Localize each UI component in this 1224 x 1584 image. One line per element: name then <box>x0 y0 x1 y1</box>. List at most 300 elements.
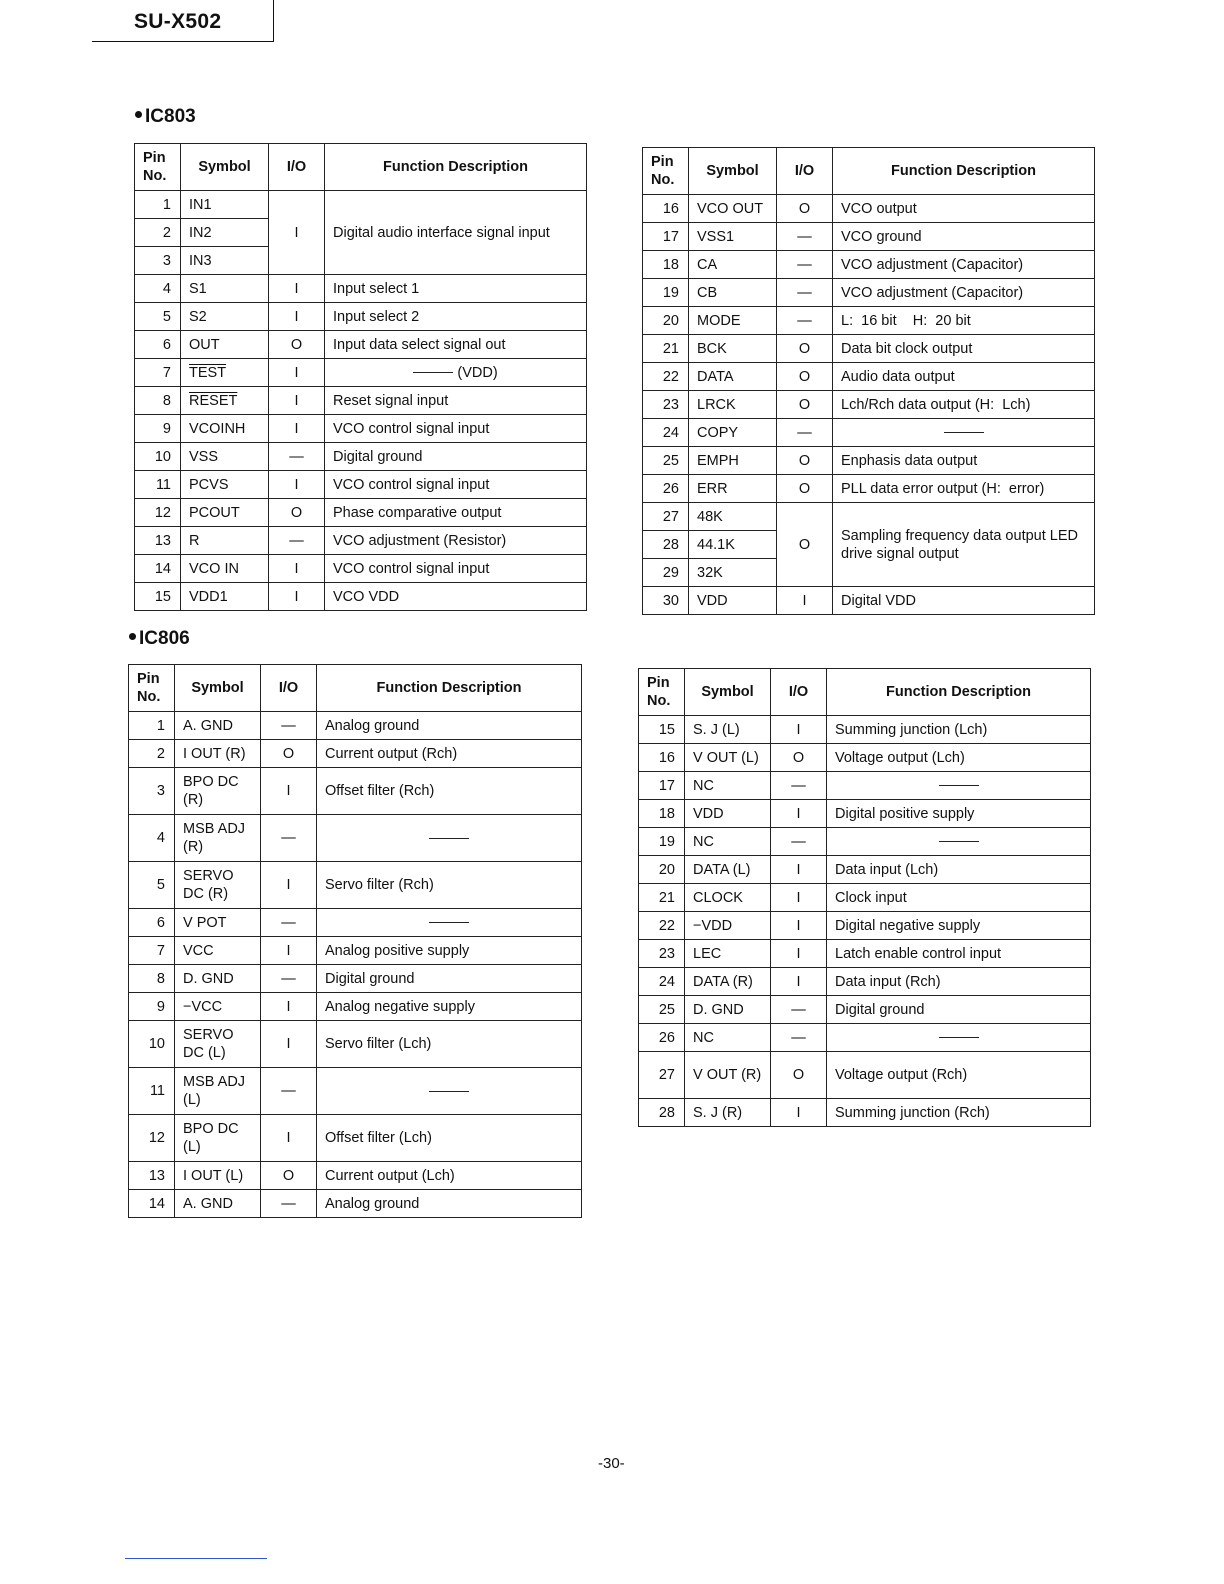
pin-symbol: S. J (R) <box>685 1099 771 1127</box>
table-row <box>643 363 1095 391</box>
header-function: Function Description <box>827 669 1091 716</box>
pin-number: 22 <box>643 363 689 391</box>
pin-function: VCO control signal input <box>325 555 587 583</box>
pin-number: 2 <box>135 219 181 247</box>
pin-number: 23 <box>639 940 685 968</box>
pin-number: 7 <box>129 937 175 965</box>
pin-io: O <box>777 475 833 503</box>
table-row <box>639 744 1091 772</box>
table-row <box>129 965 582 993</box>
pin-symbol: A. GND <box>175 1190 261 1218</box>
pin-symbol: MODE <box>689 307 777 335</box>
dash-line <box>939 1037 979 1038</box>
pin-number: 3 <box>129 768 175 815</box>
table-row <box>639 716 1091 744</box>
table-row <box>135 331 587 359</box>
pin-number: 1 <box>129 712 175 740</box>
table-row <box>643 223 1095 251</box>
pin-function: Enphasis data output <box>833 447 1095 475</box>
pin-function: Servo filter (Lch) <box>317 1021 582 1068</box>
pin-symbol: RESET <box>181 387 269 415</box>
ic803-table-right <box>642 147 1095 615</box>
pin-number: 5 <box>129 862 175 909</box>
pin-symbol: A. GND <box>175 712 261 740</box>
table-row <box>135 303 587 331</box>
bullet-icon <box>135 111 142 118</box>
pin-io: I <box>261 937 317 965</box>
table-row <box>639 940 1091 968</box>
table-row <box>129 909 582 937</box>
pin-number: 15 <box>135 583 181 611</box>
header-io: I/O <box>269 144 325 191</box>
pin-symbol: IN2 <box>181 219 269 247</box>
pin-function: Voltage output (Rch) <box>827 1052 1091 1099</box>
pin-io: O <box>261 740 317 768</box>
pin-symbol: VSS1 <box>689 223 777 251</box>
pin-function: VCO control signal input <box>325 415 587 443</box>
table-row <box>643 503 1095 531</box>
table-row <box>643 195 1095 223</box>
ic806-table-left <box>128 664 582 1218</box>
pin-symbol: R <box>181 527 269 555</box>
pin-number: 26 <box>639 1024 685 1052</box>
pin-io: I <box>771 716 827 744</box>
pin-io: O <box>777 447 833 475</box>
table-row <box>135 527 587 555</box>
pin-number: 25 <box>639 996 685 1024</box>
pin-io: I <box>269 555 325 583</box>
pin-symbol: VCC <box>175 937 261 965</box>
pin-io: — <box>777 419 833 447</box>
pin-function <box>833 419 1095 447</box>
header-function: Function Description <box>325 144 587 191</box>
header-symbol: Symbol <box>689 148 777 195</box>
pin-symbol: 44.1K <box>689 531 777 559</box>
pin-io: — <box>771 1024 827 1052</box>
pin-function: Offset filter (Rch) <box>317 768 582 815</box>
pin-number: 7 <box>135 359 181 387</box>
pin-io: O <box>777 195 833 223</box>
pin-symbol: ERR <box>689 475 777 503</box>
pin-symbol: LRCK <box>689 391 777 419</box>
table-row <box>129 937 582 965</box>
pin-io: O <box>771 1052 827 1099</box>
pin-function <box>827 828 1091 856</box>
pin-function: Data bit clock output <box>833 335 1095 363</box>
pin-number: 18 <box>643 251 689 279</box>
table-row <box>639 912 1091 940</box>
dash-line <box>939 785 979 786</box>
pin-function: Latch enable control input <box>827 940 1091 968</box>
pin-symbol: I OUT (L) <box>175 1162 261 1190</box>
pin-symbol: VDD1 <box>181 583 269 611</box>
model-header <box>92 0 274 42</box>
pin-number: 12 <box>135 499 181 527</box>
pin-function: Analog positive supply <box>317 937 582 965</box>
pin-function: Summing junction (Rch) <box>827 1099 1091 1127</box>
pin-number: 9 <box>129 993 175 1021</box>
pin-function: Analog ground <box>317 1190 582 1218</box>
table-row <box>639 884 1091 912</box>
pin-io: I <box>269 275 325 303</box>
table-row <box>643 335 1095 363</box>
table-row <box>639 968 1091 996</box>
table-row <box>643 447 1095 475</box>
pin-io: — <box>777 251 833 279</box>
page-number: -30- <box>598 1455 625 1472</box>
table-row <box>129 1162 582 1190</box>
pin-function: Offset filter (Lch) <box>317 1115 582 1162</box>
pin-io: — <box>261 712 317 740</box>
dash-line <box>413 372 453 373</box>
pin-function: VCO control signal input <box>325 471 587 499</box>
table-row <box>639 1099 1091 1127</box>
pin-symbol: BPO DC (L) <box>175 1115 261 1162</box>
pin-number: 29 <box>643 559 689 587</box>
pin-function: Reset signal input <box>325 387 587 415</box>
table-header-row <box>129 665 582 712</box>
ic803-title <box>135 106 196 128</box>
pin-symbol: V OUT (R) <box>685 1052 771 1099</box>
pin-symbol: NC <box>685 1024 771 1052</box>
pin-function: Servo filter (Rch) <box>317 862 582 909</box>
pin-number: 13 <box>135 527 181 555</box>
pin-symbol: IN3 <box>181 247 269 275</box>
pin-symbol: BPO DC (R) <box>175 768 261 815</box>
pin-number: 17 <box>643 223 689 251</box>
pin-symbol: D. GND <box>175 965 261 993</box>
pin-io: — <box>777 279 833 307</box>
pin-number: 6 <box>129 909 175 937</box>
dash-line <box>944 432 984 433</box>
pin-io: I <box>269 359 325 387</box>
pin-number: 8 <box>129 965 175 993</box>
pin-number: 16 <box>643 195 689 223</box>
dash-line <box>939 841 979 842</box>
pin-io: O <box>777 391 833 419</box>
pin-function: VCO adjustment (Capacitor) <box>833 279 1095 307</box>
pin-function: L: 16 bit H: 20 bit <box>833 307 1095 335</box>
table-header-row <box>643 148 1095 195</box>
table-row <box>643 587 1095 615</box>
pin-function: Digital negative supply <box>827 912 1091 940</box>
pin-symbol: PCOUT <box>181 499 269 527</box>
pin-symbol: V OUT (L) <box>685 744 771 772</box>
pin-symbol: EMPH <box>689 447 777 475</box>
table-row <box>129 1021 582 1068</box>
pin-number: 14 <box>135 555 181 583</box>
dash-line <box>429 922 469 923</box>
table-row <box>135 471 587 499</box>
pin-number: 28 <box>639 1099 685 1127</box>
pin-function <box>317 1068 582 1115</box>
pin-symbol: LEC <box>685 940 771 968</box>
table-row <box>639 800 1091 828</box>
table-row <box>129 815 582 862</box>
table-row <box>129 1115 582 1162</box>
pin-function: Digital audio interface signal input <box>325 191 587 275</box>
pin-function: Input select 1 <box>325 275 587 303</box>
pin-number: 20 <box>639 856 685 884</box>
pin-function: Clock input <box>827 884 1091 912</box>
pin-io: I <box>269 583 325 611</box>
pin-io: I <box>261 1115 317 1162</box>
pin-function: Current output (Lch) <box>317 1162 582 1190</box>
pin-function: Digital ground <box>827 996 1091 1024</box>
pin-symbol: −VDD <box>685 912 771 940</box>
table-row <box>135 387 587 415</box>
pin-number: 5 <box>135 303 181 331</box>
table-row <box>135 359 587 387</box>
table-row <box>135 191 587 219</box>
pin-symbol: S. J (L) <box>685 716 771 744</box>
pin-number: 6 <box>135 331 181 359</box>
pin-symbol: NC <box>685 772 771 800</box>
pin-number: 24 <box>643 419 689 447</box>
dash-line <box>429 838 469 839</box>
header-function: Function Description <box>833 148 1095 195</box>
pin-io: I <box>269 191 325 275</box>
pin-number: 28 <box>643 531 689 559</box>
pin-symbol: CB <box>689 279 777 307</box>
pin-function: Phase comparative output <box>325 499 587 527</box>
pin-symbol: MSB ADJ (R) <box>175 815 261 862</box>
table-row <box>135 499 587 527</box>
pin-symbol: −VCC <box>175 993 261 1021</box>
pin-number: 16 <box>639 744 685 772</box>
table-row <box>639 1052 1091 1099</box>
pin-symbol: S1 <box>181 275 269 303</box>
pin-symbol: DATA (L) <box>685 856 771 884</box>
table-header-row <box>135 144 587 191</box>
pin-number: 2 <box>129 740 175 768</box>
pin-io: I <box>261 862 317 909</box>
pin-function: VCO VDD <box>325 583 587 611</box>
table-row <box>129 712 582 740</box>
ic803-table-left <box>134 143 587 611</box>
pin-number: 25 <box>643 447 689 475</box>
pin-function <box>317 909 582 937</box>
pin-number: 11 <box>129 1068 175 1115</box>
table-row <box>129 740 582 768</box>
table-row <box>639 772 1091 800</box>
pin-io: — <box>269 527 325 555</box>
pin-io: — <box>777 223 833 251</box>
header-pin-no: Pin No. <box>639 669 685 716</box>
pin-symbol: 48K <box>689 503 777 531</box>
table-row <box>135 275 587 303</box>
pin-io: I <box>771 912 827 940</box>
pin-function <box>317 815 582 862</box>
pin-io: — <box>269 443 325 471</box>
pin-number: 21 <box>639 884 685 912</box>
table-row <box>129 862 582 909</box>
pin-io: I <box>269 387 325 415</box>
pin-function: Digital ground <box>317 965 582 993</box>
pin-symbol: PCVS <box>181 471 269 499</box>
pin-symbol: VCO OUT <box>689 195 777 223</box>
pin-symbol: VDD <box>685 800 771 828</box>
pin-io: I <box>771 1099 827 1127</box>
pin-io: — <box>777 307 833 335</box>
pin-io: O <box>261 1162 317 1190</box>
pin-function: Data input (Rch) <box>827 968 1091 996</box>
pin-function: Digital positive supply <box>827 800 1091 828</box>
pin-io: I <box>269 415 325 443</box>
header-function: Function Description <box>317 665 582 712</box>
pin-symbol: D. GND <box>685 996 771 1024</box>
bullet-icon <box>129 633 136 640</box>
pin-io: I <box>771 940 827 968</box>
pin-function: Digital ground <box>325 443 587 471</box>
pin-number: 22 <box>639 912 685 940</box>
pin-function: Analog ground <box>317 712 582 740</box>
pin-symbol: CA <box>689 251 777 279</box>
pin-io: I <box>771 968 827 996</box>
pin-symbol: DATA <box>689 363 777 391</box>
pin-symbol: NC <box>685 828 771 856</box>
header-pin-no: Pin No. <box>135 144 181 191</box>
header-pin-no: Pin No. <box>643 148 689 195</box>
pin-function: VCO output <box>833 195 1095 223</box>
pin-io: I <box>269 471 325 499</box>
pin-number: 26 <box>643 475 689 503</box>
table-row <box>129 768 582 815</box>
pin-number: 8 <box>135 387 181 415</box>
pin-io: O <box>777 503 833 587</box>
table-row <box>129 993 582 1021</box>
pin-symbol: OUT <box>181 331 269 359</box>
header-io: I/O <box>771 669 827 716</box>
pin-number: 30 <box>643 587 689 615</box>
header-symbol: Symbol <box>175 665 261 712</box>
ic806-title-text: IC806 <box>139 628 190 649</box>
pin-io: — <box>261 1068 317 1115</box>
pin-number: 19 <box>643 279 689 307</box>
ic806-title <box>129 628 190 650</box>
pin-function: VCO ground <box>833 223 1095 251</box>
pin-io: I <box>771 856 827 884</box>
pin-io: — <box>261 909 317 937</box>
pin-symbol: VCOINH <box>181 415 269 443</box>
pin-io: I <box>777 587 833 615</box>
pin-function: Summing junction (Lch) <box>827 716 1091 744</box>
pin-symbol: VDD <box>689 587 777 615</box>
header-symbol: Symbol <box>181 144 269 191</box>
pin-function <box>325 359 587 387</box>
table-row <box>639 856 1091 884</box>
pin-number: 19 <box>639 828 685 856</box>
pin-number: 27 <box>643 503 689 531</box>
pin-function: Analog negative supply <box>317 993 582 1021</box>
pin-io: O <box>269 499 325 527</box>
pin-number: 10 <box>135 443 181 471</box>
ic806-table-right <box>638 668 1091 1127</box>
pin-number: 1 <box>135 191 181 219</box>
table-row <box>643 391 1095 419</box>
pin-symbol: IN1 <box>181 191 269 219</box>
pin-number: 10 <box>129 1021 175 1068</box>
pin-number: 17 <box>639 772 685 800</box>
pin-io: I <box>261 1021 317 1068</box>
table-row <box>135 443 587 471</box>
pin-io: — <box>771 828 827 856</box>
pin-function: Data input (Lch) <box>827 856 1091 884</box>
pin-function: Input select 2 <box>325 303 587 331</box>
model-number: SU-X502 <box>134 10 222 33</box>
pin-number: 4 <box>129 815 175 862</box>
pin-function: Sampling frequency data output LED drive signal output <box>833 503 1095 587</box>
table-row <box>639 828 1091 856</box>
table-header-row <box>639 669 1091 716</box>
pin-symbol: TEST <box>181 359 269 387</box>
pin-io: — <box>261 1190 317 1218</box>
table-row <box>135 583 587 611</box>
table-row <box>643 279 1095 307</box>
header-io: I/O <box>261 665 317 712</box>
pin-io: I <box>269 303 325 331</box>
pin-io: I <box>261 993 317 1021</box>
pin-io: O <box>777 363 833 391</box>
pin-symbol: V POT <box>175 909 261 937</box>
pin-symbol: MSB ADJ (L) <box>175 1068 261 1115</box>
header-io: I/O <box>777 148 833 195</box>
pin-function: Current output (Rch) <box>317 740 582 768</box>
table-row <box>135 555 587 583</box>
pin-symbol: VSS <box>181 443 269 471</box>
pin-symbol: S2 <box>181 303 269 331</box>
pin-number: 13 <box>129 1162 175 1190</box>
pin-number: 14 <box>129 1190 175 1218</box>
pin-io: I <box>261 768 317 815</box>
dash-line <box>429 1091 469 1092</box>
pin-io: O <box>771 744 827 772</box>
pin-number: 15 <box>639 716 685 744</box>
pin-symbol: SERVO DC (L) <box>175 1021 261 1068</box>
pin-function: VCO adjustment (Capacitor) <box>833 251 1095 279</box>
table-row <box>129 1190 582 1218</box>
pin-number: 9 <box>135 415 181 443</box>
pin-number: 18 <box>639 800 685 828</box>
pin-symbol: SERVO DC (R) <box>175 862 261 909</box>
pin-function: Voltage output (Lch) <box>827 744 1091 772</box>
table-row <box>643 307 1095 335</box>
pin-number: 11 <box>135 471 181 499</box>
pin-symbol: DATA (R) <box>685 968 771 996</box>
pin-number: 21 <box>643 335 689 363</box>
pin-symbol: BCK <box>689 335 777 363</box>
pin-function: PLL data error output (H: error) <box>833 475 1095 503</box>
pin-number: 3 <box>135 247 181 275</box>
table-row <box>639 996 1091 1024</box>
table-row <box>639 1024 1091 1052</box>
pin-io: — <box>771 996 827 1024</box>
table-row <box>643 419 1095 447</box>
pin-function: Input data select signal out <box>325 331 587 359</box>
pin-number: 24 <box>639 968 685 996</box>
pin-function-text: (VDD) <box>457 364 498 381</box>
table-row <box>643 251 1095 279</box>
pin-io: O <box>777 335 833 363</box>
pin-io: O <box>269 331 325 359</box>
pin-function: Digital VDD <box>833 587 1095 615</box>
pin-io: I <box>771 884 827 912</box>
pin-function: VCO adjustment (Resistor) <box>325 527 587 555</box>
pin-io: — <box>261 815 317 862</box>
pin-symbol: CLOCK <box>685 884 771 912</box>
pin-function: Audio data output <box>833 363 1095 391</box>
pin-symbol: VCO IN <box>181 555 269 583</box>
